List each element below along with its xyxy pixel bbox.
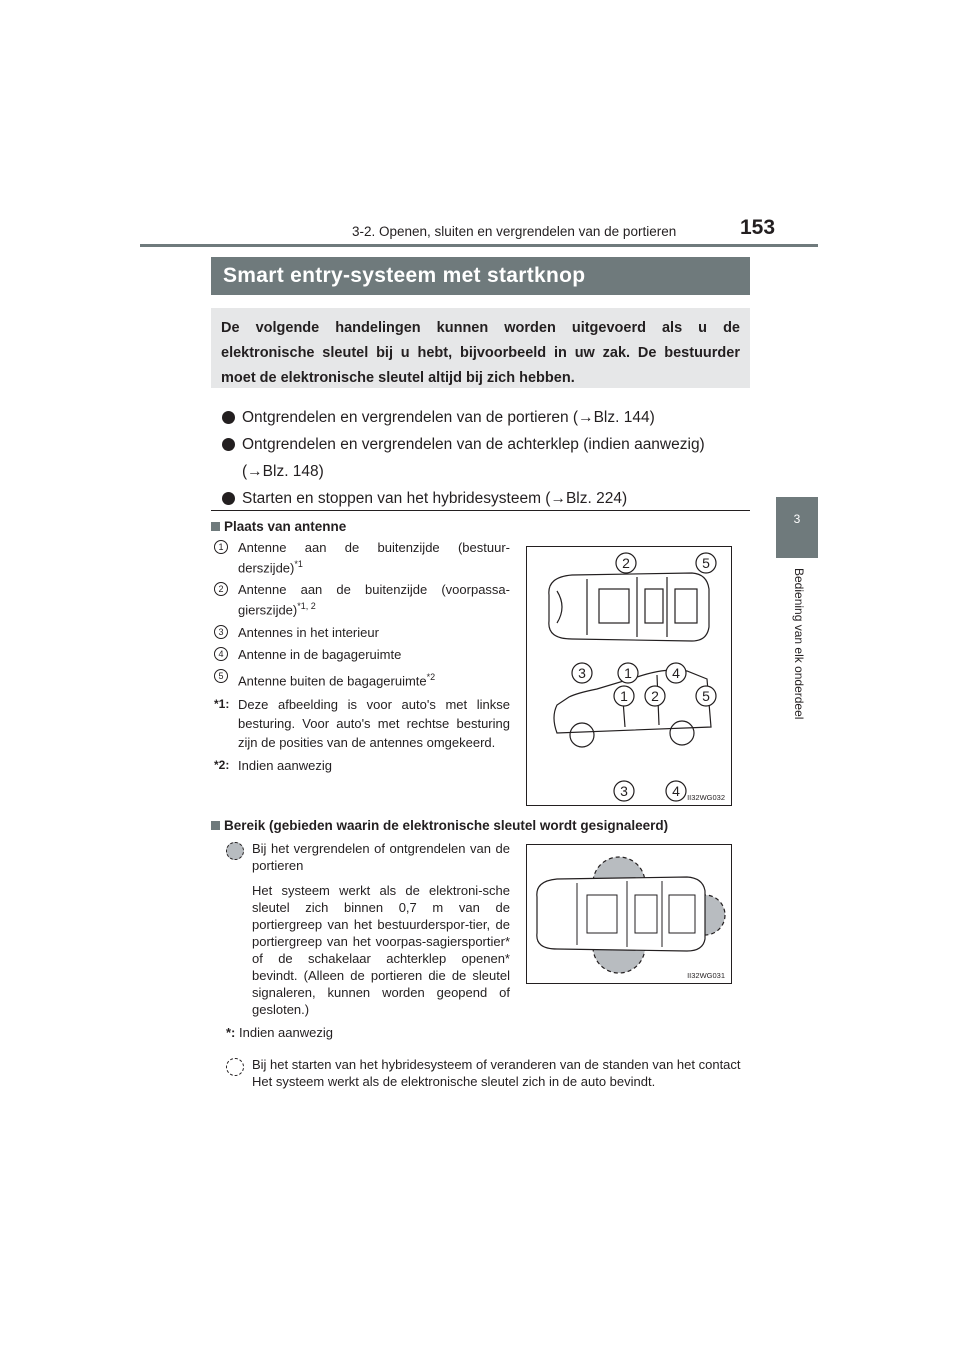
- figure-label: 1: [624, 665, 632, 681]
- section-divider: [211, 510, 750, 511]
- chapter-tab: 3: [776, 497, 818, 558]
- antenna-location-figure: [526, 546, 732, 806]
- bullet-icon: [222, 411, 235, 424]
- zone-filled-icon: [226, 842, 244, 860]
- figure-label: 3: [578, 665, 586, 681]
- number-marker: 3: [214, 625, 228, 639]
- list-item: 2 Antenne aan de buitenzijde (voorpassa-gierszijde)$^{*1, 2}$: [214, 582, 510, 618]
- footnote: *: Indien aanwezig: [226, 1025, 333, 1040]
- list-item: 1 Antenne aan de buitenzijde (bestuur-derszijde)$^{*1}$: [214, 540, 510, 576]
- footnote: *1: Deze afbeelding is voor auto's met linkse besturing. Voor auto's met rechtse besturing zijn de posities van de antennes omgekeerd.: [214, 696, 510, 750]
- chapter-side-label: Bediening van elk onderdeel: [792, 568, 806, 720]
- page-reference[interactable]: →Blz. 144): [578, 409, 655, 426]
- range-item-start: Bij het starten van het hybridesysteem of veranderen van de standen van het contact Het systeem werkt als de elektronische sleutel zich in de auto bevindt.: [226, 1056, 752, 1090]
- zone-outline-icon: [226, 1058, 244, 1076]
- range-item-doors: Bij het vergrendelen of ontgrendelen van de portieren Het systeem werkt als de elektroni-sche sleutel zich binnen 0,7 m van de portiergreep van het bestuurderspor-tier, de portiergreep van het voorpas-sagiersportier* of de schakelaar achterklep openen* bevindt. (Alleen de portieren die de sleutel signaleren, kunnen worden geopend of gesloten.) *: Indien aanwezig: [226, 841, 510, 1040]
- list-item: Ontgrendelen en vergrendelen van de portieren (→Blz. 144): [222, 404, 752, 431]
- number-marker: 5: [214, 669, 228, 683]
- figure-label: 2: [651, 688, 659, 704]
- number-marker: 4: [214, 647, 228, 661]
- page-reference[interactable]: (→Blz. 148): [242, 463, 324, 480]
- figure-code: II32WG032: [687, 793, 725, 802]
- list-item: 3 Antennes in het interieur: [214, 625, 510, 641]
- square-bullet-icon: [211, 522, 220, 531]
- bullet-icon: [222, 438, 235, 451]
- square-bullet-icon: [211, 821, 220, 830]
- feature-list: [222, 404, 752, 512]
- footnote: *2: Indien aanwezig: [214, 757, 332, 773]
- list-item: Ontgrendelen en vergrendelen van de achterklep (indien aanwezig) (→Blz. 148): [222, 431, 752, 485]
- figure-label: 3: [620, 783, 628, 799]
- page-reference[interactable]: →Blz. 224): [550, 490, 628, 507]
- header-rule: [140, 244, 818, 247]
- list-item: 5 Antenne buiten de bagageruimte$^{*2}$: [214, 669, 510, 689]
- antenna-heading: Plaats van antenne: [211, 519, 346, 534]
- section-title: Smart entry-systeem met startknop: [211, 257, 750, 295]
- figure-label: 1: [620, 688, 628, 704]
- figure-label: 2: [622, 555, 630, 571]
- running-header: 3-2. Openen, sluiten en vergrendelen van de portieren: [352, 224, 677, 239]
- antenna-list: [214, 540, 510, 775]
- number-marker: 1: [214, 540, 228, 554]
- figure-label: 4: [672, 665, 680, 681]
- figure-label: 5: [702, 555, 710, 571]
- intro-box: De volgende handelingen kunnen worden uitgevoerd als u de elektronische sleutel bij u hebt, bijvoorbeeld in uw zak. De bestuurder moet de elektronische sleutel altijd bij zich hebben.: [211, 308, 750, 388]
- car-range-diagram: [527, 845, 731, 983]
- figure-code: II32WG031: [687, 971, 725, 980]
- list-item: 4 Antenne in de bagageruimte: [214, 647, 510, 663]
- car-antenna-diagram: [527, 547, 731, 805]
- bullet-icon: [222, 492, 235, 505]
- page-number: 153: [740, 216, 776, 239]
- detection-range-figure: [526, 844, 732, 984]
- list-item: Starten en stoppen van het hybridesysteem (→Blz. 224): [222, 485, 752, 512]
- figure-label: 4: [672, 783, 680, 799]
- number-marker: 2: [214, 582, 228, 596]
- range-heading: Bereik (gebieden waarin de elektronische sleutel wordt gesignaleerd): [211, 818, 668, 833]
- figure-label: 5: [702, 688, 710, 704]
